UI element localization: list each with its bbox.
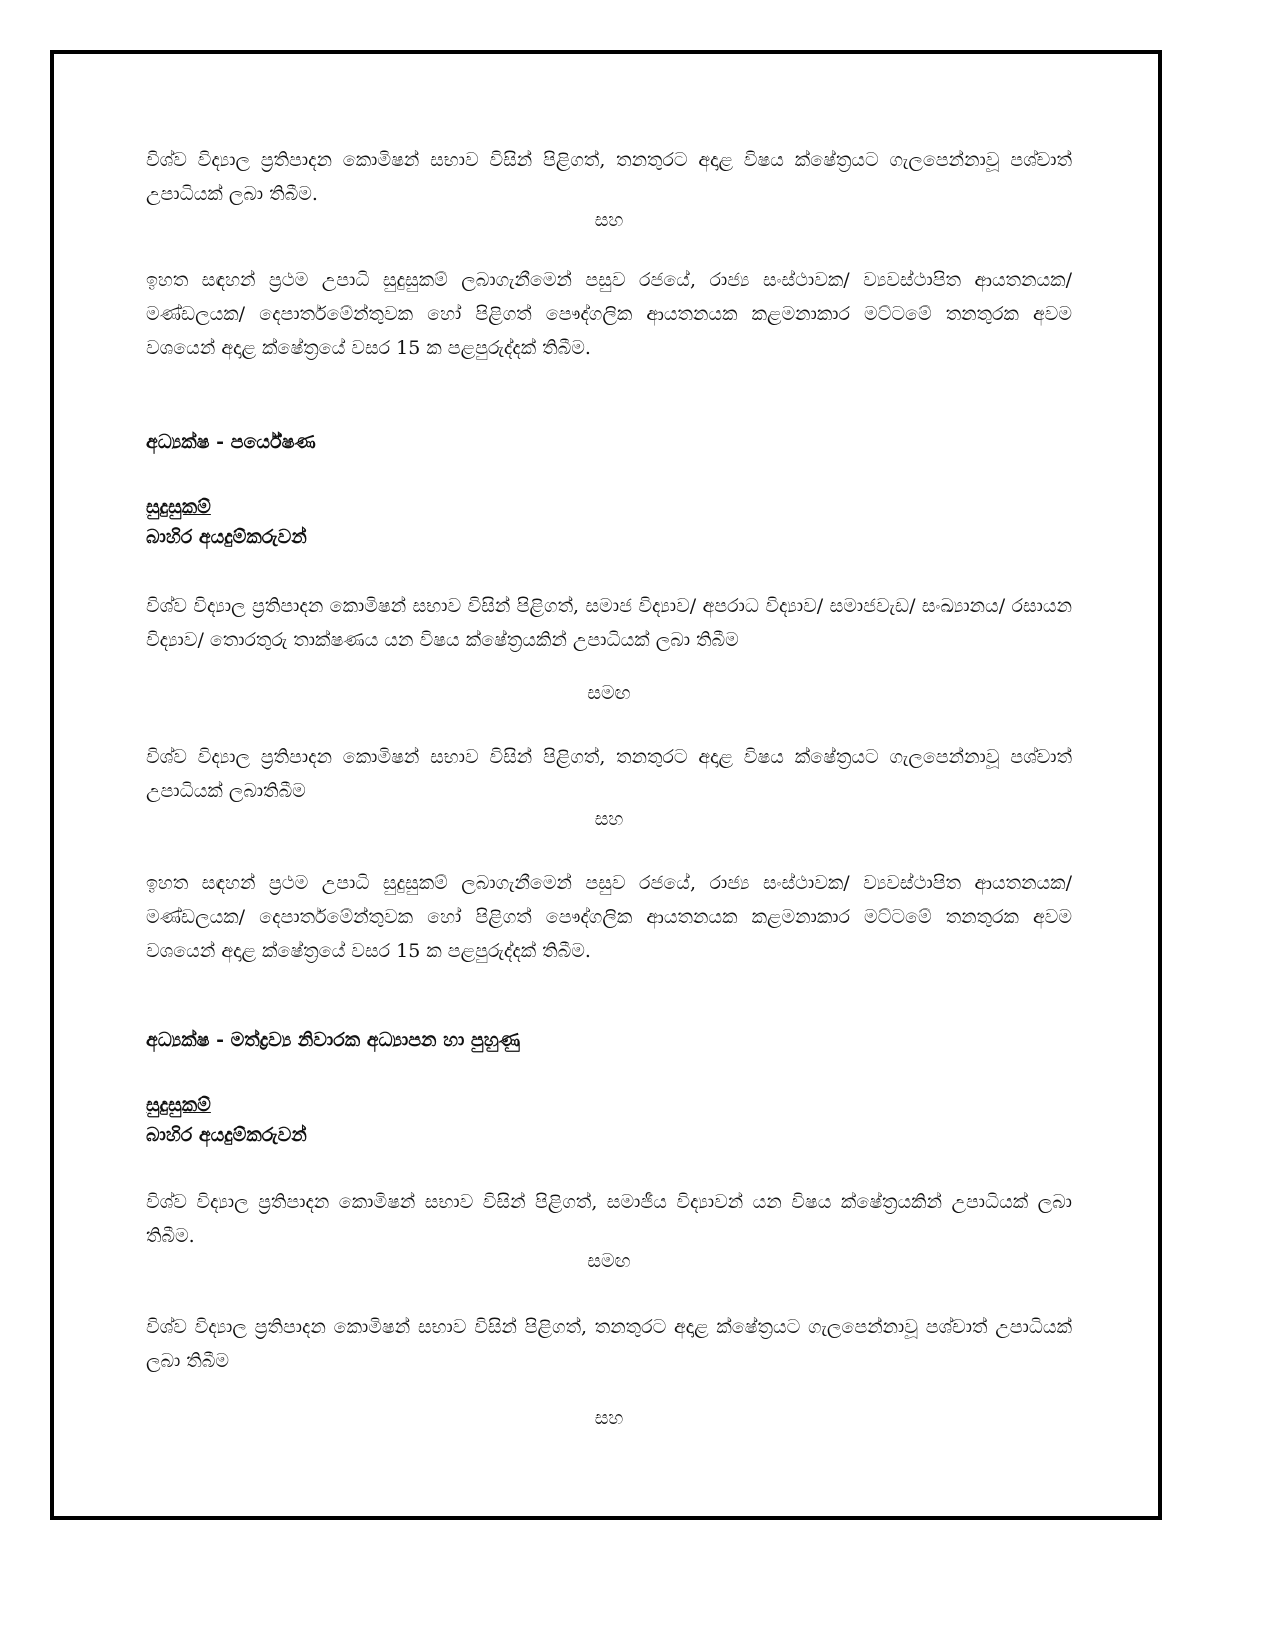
paragraph-text: විශ්ව විද්‍යාල ප්‍රතිපාදන කොමිෂන් සභාව විසින් පිළිගත්, තනතුරට අදාළ විෂය ක්ෂේත්‍රයට ගැලපෙන්නාවූ පශ්චාත් උපාධියක් ලබා තිබීම. [146, 149, 1072, 205]
conjunction-text: සහ [594, 1407, 624, 1429]
qualifications-heading: සුදුසුකම් [146, 1094, 211, 1116]
paragraph-text: විශ්ව විද්‍යාල ප්‍රතිපාදන කොමිෂන් සභාව විසින් පිළිගත්, තනතුරට අදාළ ක්ෂේත්‍රයට ගැලපෙන්නාවූ පශ්චාත් උපාධියක් ලබා තිබීම [146, 1316, 1072, 1372]
recruitment-type: බාහිර අයදුම්කරුවන් [146, 1124, 307, 1146]
section-research-qualifications [146, 492, 1072, 552]
section-title: අධ්‍යක්ෂ - පර්යේෂණ [146, 431, 316, 453]
conjunction-text: සහ [594, 808, 624, 830]
section-title: අධ්‍යක්ෂ - මත්ද්‍රව්‍ය නිවාරක අධ්‍යාපන හා පුහුණු [146, 1029, 521, 1051]
paragraph-text: විශ්ව විද්‍යාල ප්‍රතිපාදන කොමිෂන් සභාව විසින් පිළිගත්, සමාජීය විද්‍යාවන් යන විෂය ක්ෂේත්‍රයකින් උපාධියක් ලබා තිබීම. [146, 1191, 1072, 1247]
drug-conjunction-2 [146, 1404, 1072, 1432]
qualifications-heading: සුදුසුකම් [146, 496, 211, 518]
conjunction-text: සමඟ [587, 682, 631, 704]
conjunction-text: සමඟ [587, 1250, 631, 1272]
research-conjunction-2 [146, 805, 1072, 833]
drug-paragraph-1 [146, 1185, 1072, 1253]
intro-paragraph-1 [146, 143, 1072, 211]
intro-conjunction [146, 206, 1072, 234]
conjunction-text: සහ [594, 209, 624, 231]
recruitment-type: බාහිර අයදුම්කරුවන් [146, 526, 307, 548]
paragraph-text: විශ්ව විද්‍යාල ප්‍රතිපාදන කොමිෂන් සභාව විසින් පිළිගත්, තනතුරට අදාළ විෂය ක්ෂේත්‍රයට ගැලපෙන්නාවූ පශ්චාත් උපාධියක් ලබාතිබීම [146, 746, 1072, 802]
drug-conjunction-1 [146, 1247, 1072, 1275]
section-research-title [146, 428, 1072, 456]
section-drug-qualifications [146, 1090, 1072, 1150]
section-drug-title [146, 1026, 1072, 1054]
drug-paragraph-2 [146, 1310, 1072, 1378]
paragraph-text: විශ්ව විද්‍යාල ප්‍රතිපාදන කොමිෂන් සභාව විසින් පිළිගත්, සමාජ විද්‍යාව/ අපරාධ විද්‍යාව/ සමාජවැඩ/ සංඛ්‍යානය/ රසායන විද්‍යාව/ තොරතුරු තාක්ෂණය යන විෂය ක්ෂේත්‍රයකින් උපාධියක් ලබා තිබීම [146, 595, 1072, 651]
research-conjunction-1 [146, 679, 1072, 707]
research-paragraph-1 [146, 589, 1072, 657]
research-paragraph-3 [146, 866, 1072, 968]
research-paragraph-2 [146, 740, 1072, 808]
paragraph-text: ඉහත සඳහන් ප්‍රථම උපාධි සුදුසුකම් ලබාගැනීමෙන් පසුව රජයේ, රාජ්‍ය සංස්ථාවක/ ව්‍යවස්ථාපිත ආයතනයක/ මණ්ඩලයක/ දෙපාර්තමේන්තුවක හෝ පිළිගත් පෞද්ගලික ආයතනයක කළමනාකාර මට්ටමේ තනතුරක අවම වශයෙන් අදාළ ක්ෂේත්‍රයේ වසර 15 ක පළපුරුද්දක් තිබීම. [146, 872, 1072, 962]
intro-paragraph-2 [146, 263, 1072, 365]
paragraph-text: ඉහත සඳහන් ප්‍රථම උපාධි සුදුසුකම් ලබාගැනීමෙන් පසුව රජයේ, රාජ්‍ය සංස්ථාවක/ ව්‍යවස්ථාපිත ආයතනයක/ මණ්ඩලයක/ දෙපාර්තමේන්තුවක හෝ පිළිගත් පෞද්ගලික ආයතනයක කළමනාකාර මට්ටමේ තනතුරක අවම වශයෙන් අදාළ ක්ෂේත්‍රයේ වසර 15 ක පළපුරුද්දක් තිබීම. [146, 269, 1072, 359]
